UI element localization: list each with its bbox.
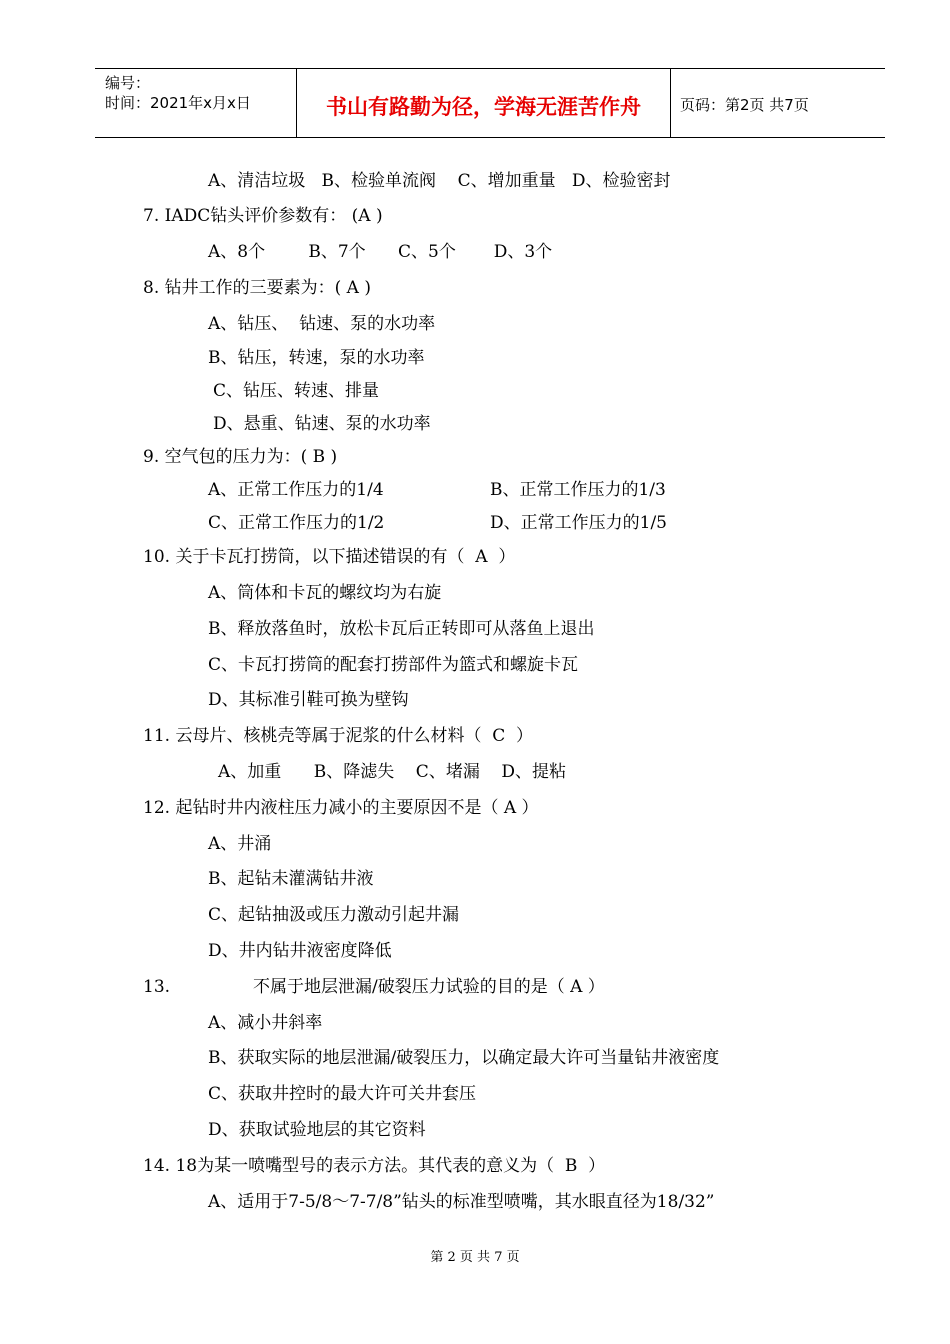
q13-number: 13. [143, 977, 171, 997]
q7-options: A、8个 B、7个 C、5个 D、3个 [208, 242, 553, 262]
q8-option-b: B、钻压，转速，泵的水功率 [208, 348, 425, 368]
q7-question: 7. IADC钻头评价参数有： (A ) [143, 206, 383, 226]
q6-options: A、清洁垃圾 B、检验单流阀 C、增加重量 D、检验密封 [208, 171, 671, 191]
q12-option-a: A、井涌 [208, 834, 272, 854]
q12-question: 12. 起钻时井内液柱压力减小的主要原因不是（ A ） [143, 798, 539, 818]
q13-option-b: B、获取实际的地层泄漏/破裂压力，以确定最大许可当量钻井液密度 [208, 1048, 720, 1068]
header-motto-cell [296, 69, 671, 137]
q10-question: 10. 关于卡瓦打捞筒，以下描述错误的有（ A ） [143, 547, 516, 567]
q9-option-c: C、正常工作压力的1/2 [208, 513, 385, 533]
number-label: 编号： [105, 74, 151, 92]
header-meta-cell [95, 69, 295, 137]
header-page-label: 页码：第2页 共7页 [680, 96, 809, 114]
q12-option-d: D、井内钻井液密度降低 [208, 941, 392, 961]
q8-option-d: D、悬重、钻速、泵的水功率 [213, 414, 431, 434]
q10-option-c: C、卡瓦打捞筒的配套打捞部件为篮式和螺旋卡瓦 [208, 655, 579, 675]
q14-question: 14. 18为某一喷嘴型号的表示方法。其代表的意义为（ B ） [143, 1156, 606, 1176]
q13-option-a: A、减小井斜率 [208, 1013, 323, 1033]
q10-option-a: A、筒体和卡瓦的螺纹均为右旋 [208, 583, 442, 603]
q12-option-b: B、起钻未灌满钻井液 [208, 869, 374, 889]
q8-option-c: C、钻压、转速、排量 [213, 381, 380, 401]
q9-option-a: A、正常工作压力的1/4 [208, 480, 384, 500]
q8-option-a: A、钻压、 钻速、泵的水功率 [208, 314, 436, 334]
header-page-cell [670, 69, 885, 137]
q13-question: 不属于地层泄漏/破裂压力试验的目的是（ A ） [253, 977, 605, 997]
q8-question: 8. 钻井工作的三要素为：( A ) [143, 278, 371, 298]
q10-option-d: D、其标准引鞋可换为壁钩 [208, 690, 409, 710]
q13-option-c: C、获取井控时的最大许可关井套压 [208, 1084, 477, 1104]
q11-options: A、加重 B、降滤失 C、堵漏 D、提粘 [218, 762, 567, 782]
q9-option-b: B、正常工作压力的1/3 [490, 480, 666, 500]
motto-text: 书山有路勤为径，学海无涯苦作舟 [326, 95, 641, 119]
page-footer: 第 2 页 共 7 页 [430, 1250, 520, 1265]
q9-option-d: D、正常工作压力的1/5 [490, 513, 667, 533]
q11-question: 11. 云母片、核桃壳等属于泥浆的什么材料（ C ） [143, 726, 534, 746]
q10-option-b: B、释放落鱼时，放松卡瓦后正转即可从落鱼上退出 [208, 619, 595, 639]
q12-option-c: C、起钻抽汲或压力激动引起井漏 [208, 905, 460, 925]
date-label: 时间：2021年x月x日 [105, 94, 251, 112]
q14-option-a: A、适用于7-5/8～7-7/8”钻头的标准型喷嘴，其水眼直径为18/32” [208, 1192, 715, 1212]
q13-option-d: D、获取试验地层的其它资料 [208, 1120, 426, 1140]
q9-question: 9. 空气包的压力为：( B ) [143, 447, 338, 467]
page-header [95, 68, 885, 138]
